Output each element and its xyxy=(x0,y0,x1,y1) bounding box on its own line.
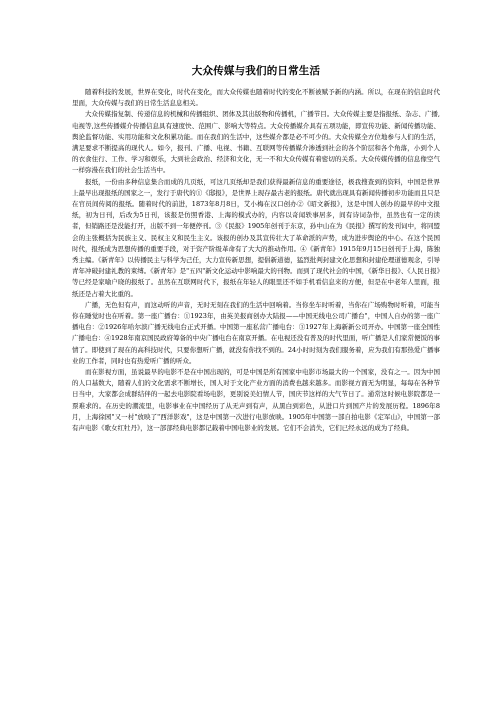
paragraph-intro: 随着科技的发展，世界在变化，时代在变化，而大众传媒也随着时代的变化不断被赋予新的内涵。所以，在现在的信息时代里面，大众传媒与我们的日常生活息息相关。 xyxy=(72,88,440,108)
document-title: 大众传媒与我们的日常生活 xyxy=(191,65,321,77)
paragraph-newspaper: 报纸，一份由多种信息集合而成的几页纸，可这几页纸却是我们获得最新信息的重要途径，极我搜查到的资料，中国是世界上最早出现报纸的国家之一，发行于唐代的①《邸报》，是世界上现存最古老的报纸。唐代就出现具有新闻传播初步功能而且只是在官员间传阅的报纸。随着时代的前进，1873年8月8日，艾小梅在汉口创办②《昭文新报》，这是中国人创办的最早的中文报纸，初为日刊，后改为5日刊，该报是仿照香港、上海的模式办的，内容以奇闻轶事居多，间有诗词杂作，虽然也有一定的读者，但销路还是没能打开，出版不到一年便停刊。③《民报》1905年创刊于东京，孙中山在为《民报》撰写的发刊词中，将同盟会的主张概括为民族主义、民权主义和民生主义。该报的创办及其宣传壮大了革命派的声势，成为进步舆论的中心。在这个民国时代，报纸成为思想传播的重要手段，对于资产阶级革命有了大大的推动作用。④《新青年》1915年9月15日创刊于上海，陈独秀主编。《新青年》以传播民主与科学为己任，大力宣传新思想，提倡新道德，猛烈批判封建文化思想和封建伦理道德观念，引导青年冲破封建礼教的束缚。《新青年》是"五四"新文化运动中影响最大的刊物。而到了现代社会的中国，《新华日报》、《人民日报》等已经是家喻户晓的报纸了。虽然在互联网时代下，报纸在年轻人的眼里还不如手机看信息来的方便，但是在中老年人里面，报纸还是占着大比重的。 xyxy=(72,177,440,298)
paragraph-mass-media: 大众传媒指复制、传递信息的机械和传播组织、团体及其出版物和传播机，广播节目。大众传媒主要是指报纸、杂志、广播,电视等,这些传播媒介传播信息具有速度快、范围广、影响大等特点。大众传播媒介具有五项功能，即宣传功能、新闻传播功能、舆论监督功能、实用功能和文化积累功能。而在我们的生活中，这些媒介都是必不可少的。大众传媒全方位地参与人们的生活，满足要求不断提高的现代人。如今，报刊、广播、电视、书籍、互联网等传播媒介渗透到社会的各个阶层和各个角落，小到个人的衣食住行、工作、学习和娱乐，大到社会政治、经济和文化，无一不和大众传媒有着密切的关系。大众传媒传播的信息像空气一样弥漫在我们的社会生活当中。 xyxy=(72,110,440,175)
paragraph-film: 而在影视方面，虽说最早的电影不是在中国出现的，可是中国是所有国家中电影市场最大的一个国家，没有之一。因为中国的人口基数大，随着人们的文化需求不断增长，国人对于文化产业方面的消费也越来越多。而影视方面无为明显，每每在各种节日当中，大家都会成群结伴的一起去电影院看场电影，更别说美妇情人节，国庆节这样的大气节日了。通常这时候电影院都是一票难求的。在历史的潮流里，电影事业在中国经历了从无声到有声，从黑白到彩色，从进口片到国产片的发展历程。1896年8月，上海徐园"又一村"放映了"西洋影戏"，这是中国第一次进行电影放映。1905年中国第一部自拍电影《定军山》，中国第一部有声电影《歌女红牡丹》，这一部部经典电影都记载着中国电影业的发展。它们不会消失，它们已经永远的成为了经典。 xyxy=(72,368,440,433)
paragraph-radio: 广播，无色但有声，而这动听的声音，无时无刻在我们的生活中回响着。当你坐车时听着，当你在广场购物时听着，可能当你在睡觉时也在听着。第一座广播台：①1923年，由英美报商创办大陆报——中国无线电公司广播台"，中国人自办的第一座广播电台：②1926年哈尔滨广播无线电台正式开播。中国第一座私营广播电台：③1927年上海新新公司开办。中国第一座全国性广播电台：④1928年南京国民政府筹备的中央广播电台在南京开播。在电视还没有普及的时代里面，听广播是人们家常便饭的事情了。即使到了现在的高科技时代，只要你想听广播，就没有你找不到的。24小时时刻为我们服务着，应为我们有那热爱广播事业的工作者，同时也有热爱听广播的听众。 xyxy=(72,300,440,365)
